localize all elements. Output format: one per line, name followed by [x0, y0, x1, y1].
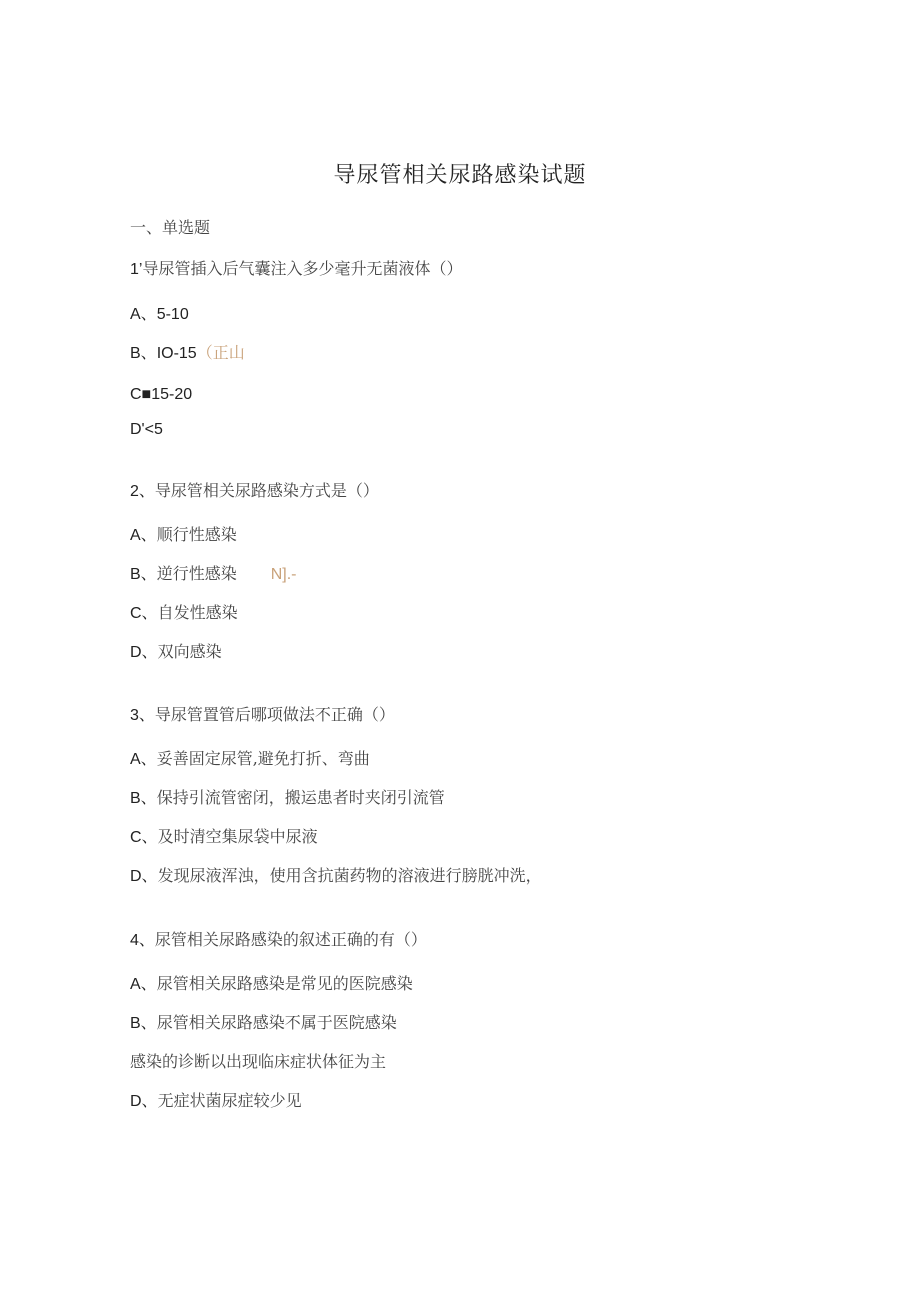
q4-option-d: [130, 1090, 302, 1113]
question-1: [130, 258, 462, 281]
question-4: [130, 929, 427, 952]
q4-option-b-text: 尿管相关尿路感染不属于医院感染: [156, 1013, 397, 1032]
q3-option-d-text: 发现尿液浑浊，使用含抗菌药物的溶液进行膀胱冲洗，: [157, 866, 542, 885]
q3-option-c: [130, 826, 318, 849]
question-2: [130, 480, 379, 503]
q2-option-b-answer-mark: N].-: [270, 566, 297, 583]
q2-option-a: [130, 524, 237, 547]
question-3-stem: 导尿管置管后哪项做法不正确（）: [154, 705, 395, 724]
q2-option-b-prefix: B、: [130, 566, 157, 583]
q2-option-d: [130, 641, 222, 664]
q1-option-a: [130, 303, 189, 326]
q3-option-b-text: 保持引流管密闭，搬运患者时夹闭引流管: [156, 788, 445, 807]
question-4-stem: 尿管相关尿路感染的叙述正确的有（）: [154, 930, 427, 949]
q2-option-a-text: 顺行性感染: [156, 525, 237, 544]
q4-option-d-text: 无症状菌尿症较少见: [157, 1091, 302, 1110]
q1-option-d-text: <5: [144, 421, 163, 438]
q1-option-a-text: 5-10: [156, 306, 189, 323]
q1-option-b-text: IO-15: [156, 345, 197, 362]
q2-option-a-prefix: A、: [130, 527, 157, 544]
q2-option-c-text: 自发性感染: [157, 603, 238, 622]
q3-option-a-prefix: A、: [130, 751, 157, 768]
question-3: [130, 704, 395, 727]
q3-option-b-prefix: B、: [130, 790, 157, 807]
q2-option-d-prefix: D、: [130, 644, 158, 661]
q1-option-b: [130, 342, 245, 365]
q1-option-c-text: 15-20: [151, 386, 193, 403]
q4-option-d-prefix: D、: [130, 1093, 158, 1110]
question-1-number: 1’: [130, 261, 143, 278]
q4-option-a: [130, 973, 413, 996]
q3-option-a: [130, 748, 370, 771]
q1-option-d: [130, 418, 163, 441]
q3-option-a-text: 妥善固定尿管,避免打折、弯曲: [156, 749, 370, 768]
q1-option-a-prefix: A、: [130, 306, 157, 323]
q2-option-c-prefix: C、: [130, 605, 158, 622]
q4-option-c: [130, 1051, 386, 1073]
document-title: 导尿管相关尿路感染试题: [333, 163, 587, 188]
q4-option-b-prefix: B、: [130, 1015, 157, 1032]
q2-option-b-text: 逆行性感染: [156, 564, 237, 583]
question-2-number: 2、: [130, 483, 155, 500]
q2-option-b: [130, 563, 296, 586]
q4-option-a-text: 尿管相关尿路感染是常见的医院感染: [156, 974, 413, 993]
q2-option-d-text: 双向感染: [157, 642, 222, 661]
q3-option-c-prefix: C、: [130, 829, 158, 846]
q4-option-a-prefix: A、: [130, 976, 157, 993]
q1-option-b-answer-mark: （正山: [196, 343, 245, 362]
q3-option-d-prefix: D、: [130, 868, 158, 885]
q4-option-b: [130, 1012, 397, 1035]
q2-option-c: [130, 602, 238, 625]
q1-option-c-prefix: C■: [130, 386, 152, 403]
question-3-number: 3、: [130, 707, 155, 724]
q4-option-c-text: 感染的诊断以出现临床症状体征为主: [130, 1052, 387, 1071]
section-heading: 一、单选题: [130, 218, 211, 237]
question-4-number: 4、: [130, 932, 155, 949]
question-2-stem: 导尿管相关尿路感染方式是（）: [154, 481, 379, 500]
q1-option-b-prefix: B、: [130, 345, 157, 362]
q3-option-d: [130, 865, 542, 888]
q3-option-c-text: 及时清空集尿袋中尿液: [157, 827, 318, 846]
q3-option-b: [130, 787, 445, 810]
question-1-stem: 导尿管插入后气囊注入多少毫升无菌液体（）: [142, 259, 463, 278]
q1-option-c: [130, 383, 192, 406]
q1-option-d-prefix: D': [130, 421, 145, 438]
